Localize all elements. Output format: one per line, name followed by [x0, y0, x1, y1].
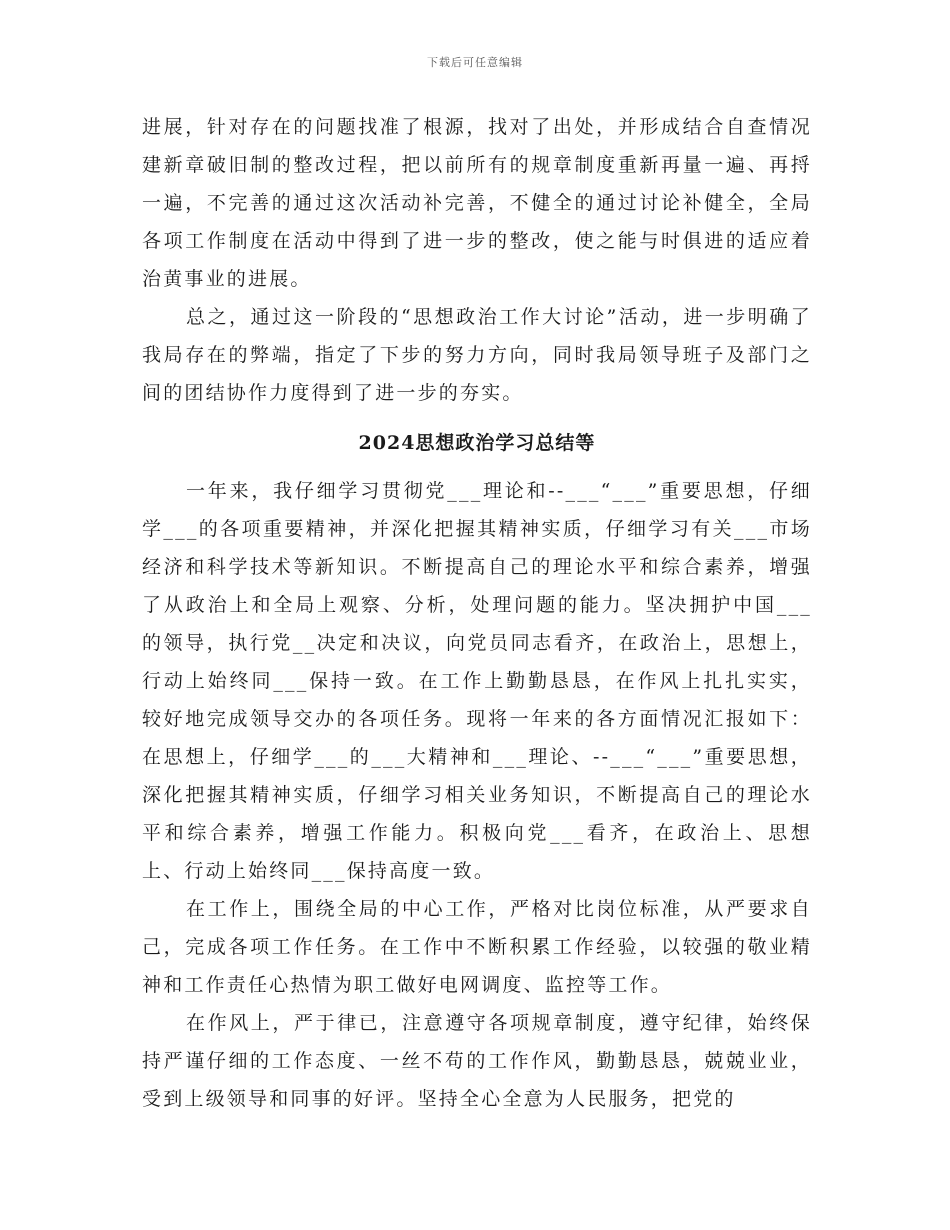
document-body — [142, 108, 812, 1118]
paragraph-style: 在作风上，严于律已，注意遵守各项规章制度，遵守纪律，始终保持严谨仔细的工作态度、一丝不苟的工作作风，勤勤恳恳，兢兢业业，受到上级领导和同事的好评。坚持全心全意为人民服务，把党的 — [142, 1012, 812, 1110]
header-note: 下载后可任意编辑 — [427, 56, 523, 69]
paragraph-summary: 总之，通过这一阶段的“思想政治工作大讨论”活动，进一步明确了我局存在的弊端，指定了下步的努力方向，同时我局领导班子及部门之间的团结协作力度得到了进一步的夯实。 — [142, 306, 812, 404]
paragraph-continuation: 进展，针对存在的问题找准了根源，找对了出处，并形成结合自查情况建新章破旧制的整改过程，把以前所有的规章制度重新再量一遍、再捋一遍，不完善的通过这次活动补完善，不健全的通过讨论补健全，全局各项工作制度在活动中得到了进一步的整改，使之能与时俱进的适应着治黄事业的进展。 — [142, 116, 812, 290]
paragraph-work: 在工作上，围绕全局的中心工作，严格对比岗位标准，从严要求自己，完成各项工作任务。在工作中不断积累工作经验，以较强的敬业精神和工作责任心热情为职工做好电网调度、监控等工作。 — [142, 898, 812, 996]
section-title: 2024思想政治学习总结等 — [358, 432, 596, 454]
paragraph-intro: 一年来，我仔细学习贯彻党___理论和--___“___”重要思想，仔细学___的各项重要精神，并深化把握其精神实质，仔细学习有关___市场经济和科学技术等新知识。不断提高自己的理论水平和综合素养，增强了从政治上和全局上观察、分析，处理问题的能力。坚决拥护中国___的领导，执行党__决定和决议，向党员同志看齐，在政治上，思想上，行动上始终同___保持一致。在工作上勤勤恳恳，在作风上扎扎实实，较好地完成领导交办的各项任务。现将一年来的各方面情况汇报如下：在思想上，仔细学___的___大精神和___理论、--___“___”重要思想，深化把握其精神实质，仔细学习相关业务知识，不断提高自己的理论水平和综合素养，增强工作能力。积极向党___看齐，在政治上、思想上、行动上始终同___保持高度一致。 — [142, 480, 812, 882]
